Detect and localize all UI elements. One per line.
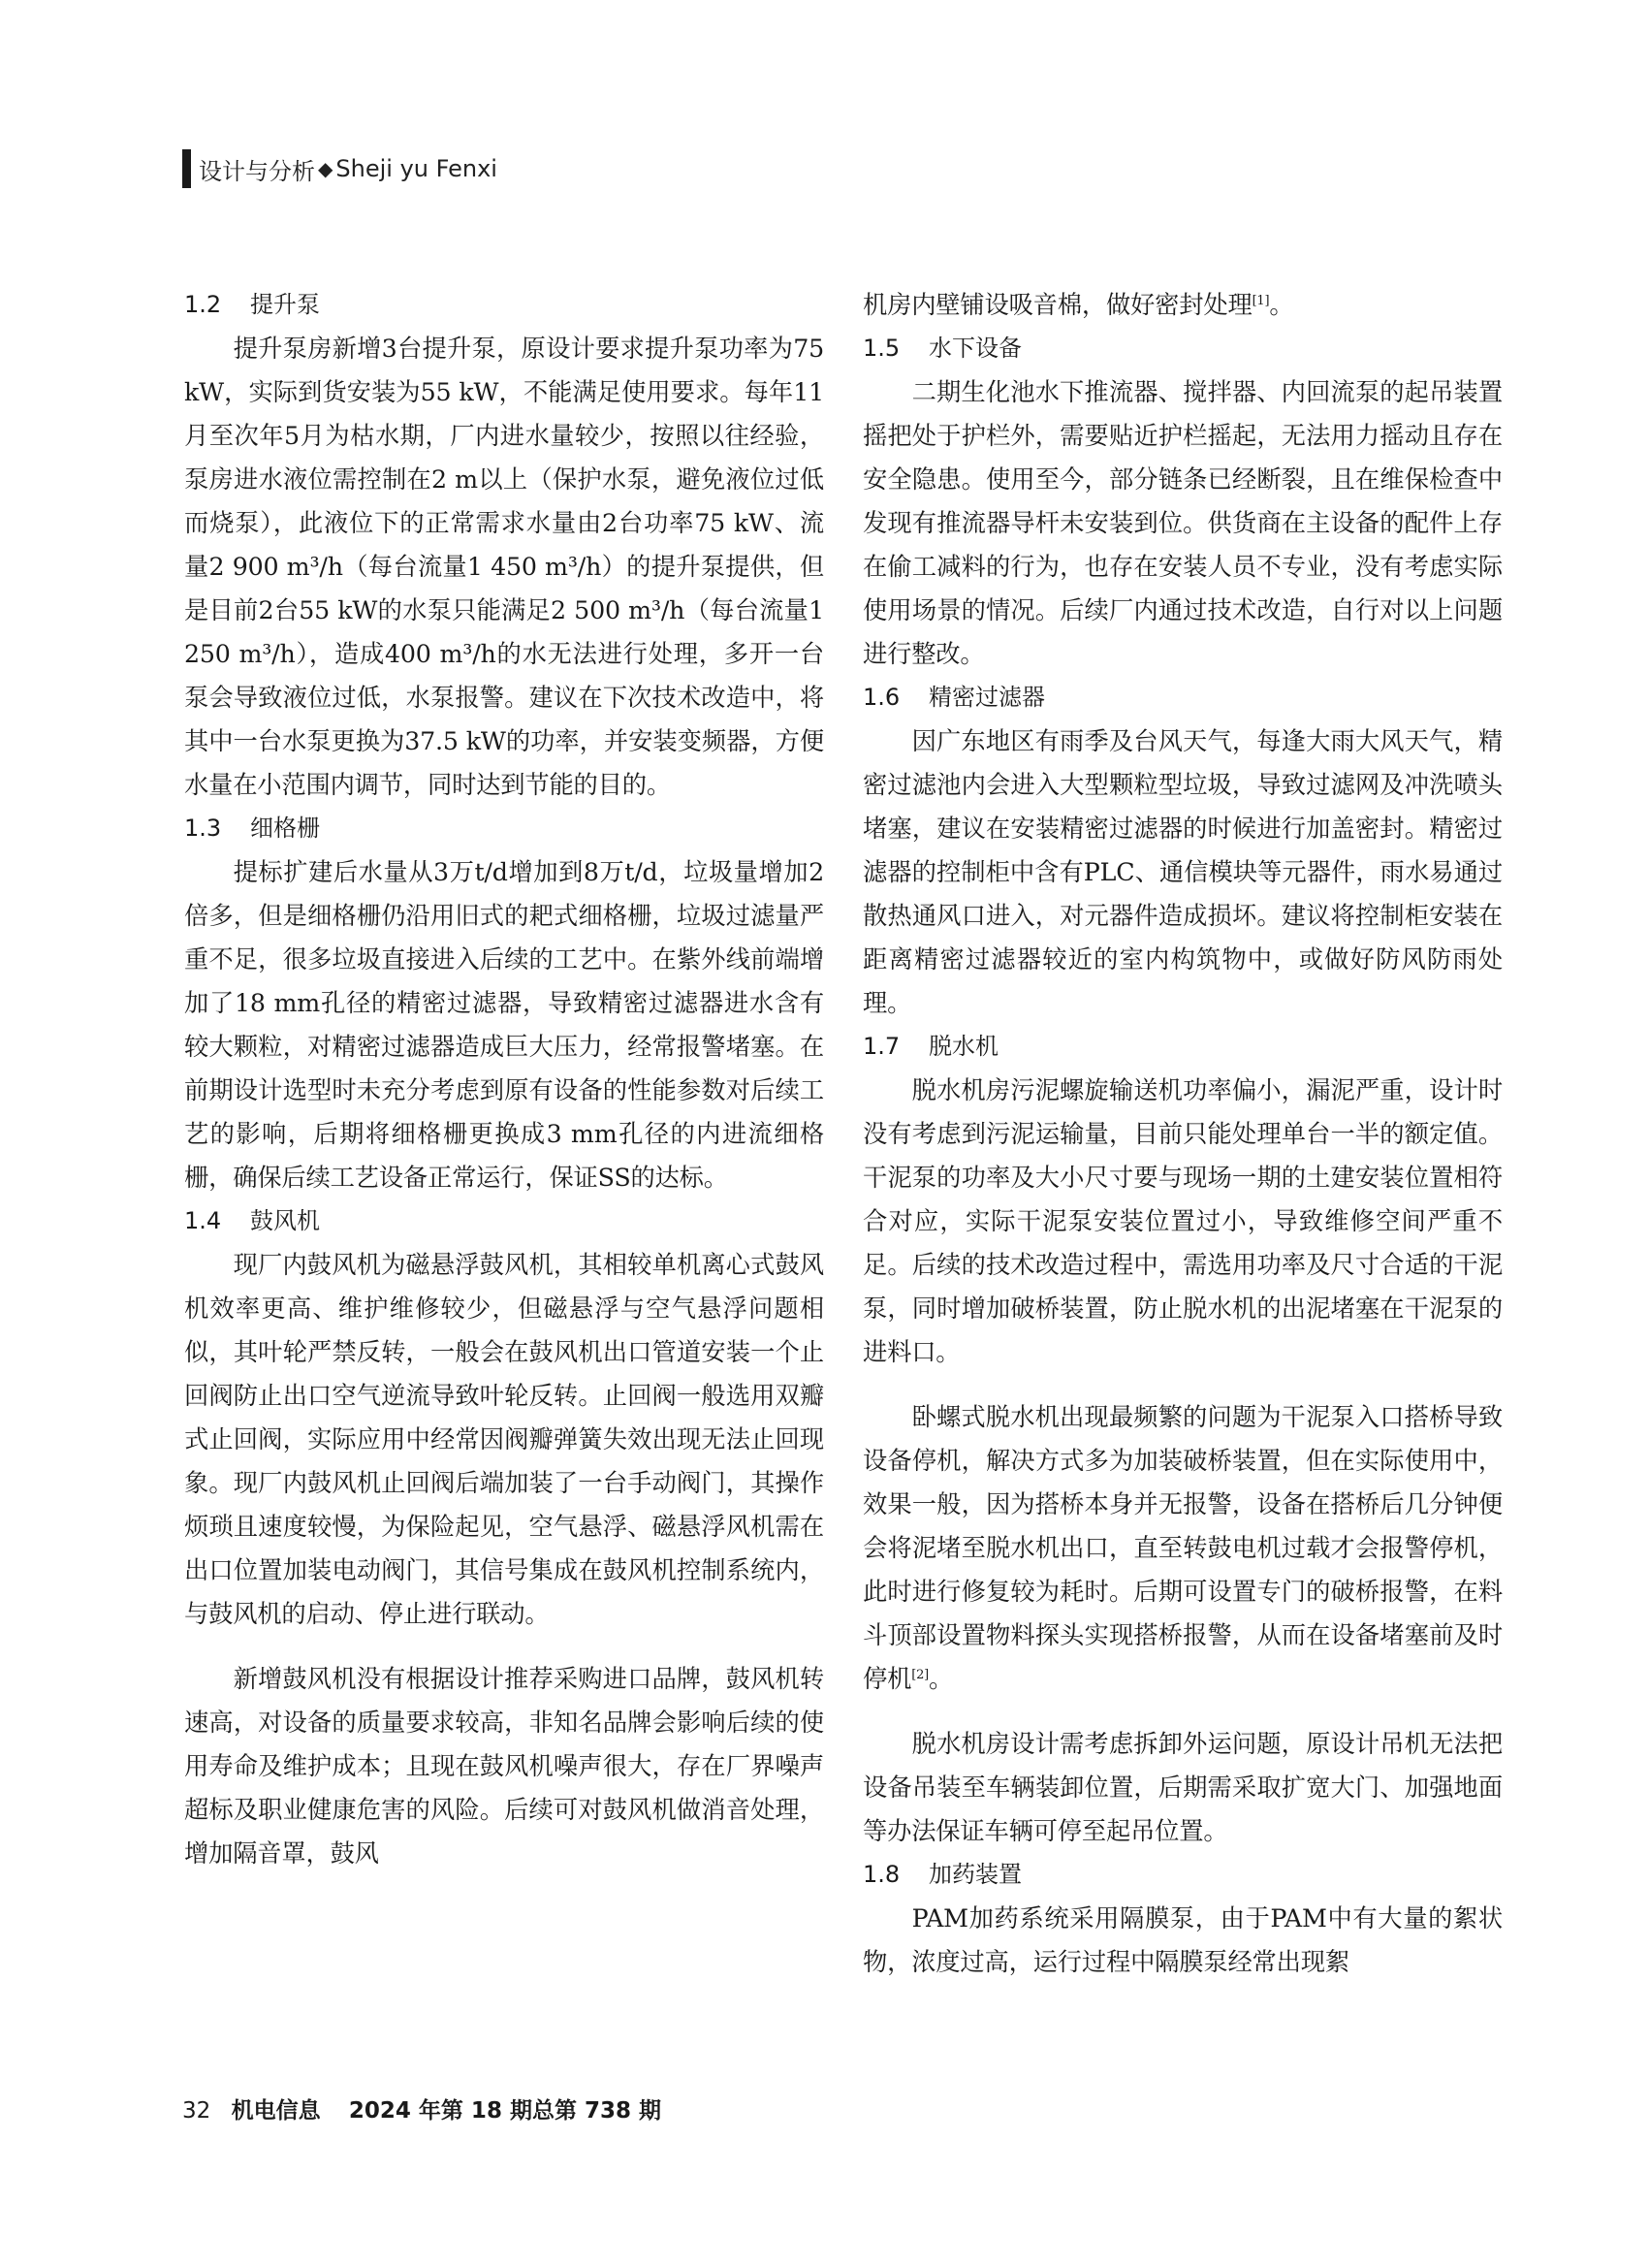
section-heading-1-7: 1.7 脱水机 — [863, 1033, 999, 1060]
section-heading-1-6: 1.6 精密过滤器 — [863, 684, 1045, 711]
paragraph-blower-2: 新增鼓风机没有根据设计推荐采购进口品牌，鼓风机转速高，对设备的质量要求较高，非知名品牌会影响后续的使用寿命及维护成本；且现在鼓风机噪声很大，存在厂界噪声超标及职业健康危害的风险。后续可对鼓风机做消音处理，增加隔音罩，鼓风 — [184, 1665, 824, 1868]
paragraph-dewatering-2: 卧螺式脱水机出现最频繁的问题为干泥泵入口搭桥导致设备停机，解决方式多为加装破桥装置，但在实际使用中，效果一般，因为搭桥本身并无报警，设备在搭桥后几分钟便会将泥堵至脱水机出口，直至转鼓电机过载才会报警停机，此时进行修复较为耗时。后期可设置专门的破桥报警，在料斗顶部设置物料探头实现搭桥报警，从而在设备堵塞前及时停机[2]。 — [863, 1403, 1503, 1693]
paragraph-underwater-equipment: 二期生化池水下推流器、搅拌器、内回流泵的起吊装置摇把处于护栏外，需要贴近护栏摇起，无法用力摇动且存在安全隐患。使用至今，部分链条已经断裂，且在维保检查中发现有推流器导杆未安装到位。供货商在主设备的配件上存在偷工减料的行为，也存在安装人员不专业，没有考虑实际使用场景的情况。后续厂内通过技术改造，自行对以上问题进行整改。 — [863, 378, 1503, 668]
paragraph-dewatering-1: 脱水机房污泥螺旋输送机功率偏小，漏泥严重，设计时没有考虑到污泥运输量，目前只能处理单台一半的额定值。干泥泵的功率及大小尺寸要与现场一期的土建安装位置相符合对应，实际干泥泵安装位置过小，导致维修空间严重不足。后续的技术改造过程中，需选用功率及尺寸合适的干泥泵，同时增加破桥装置，防止脱水机的出泥堵塞在干泥泵的进料口。 — [863, 1076, 1503, 1366]
journal-name: 机电信息 — [231, 2098, 321, 2124]
header-section-cn: 设计与分析 — [199, 157, 315, 185]
paragraph-lift-pump: 提升泵房新增3台提升泵，原设计要求提升泵功率为75 kW，实际到货安装为55 kW，不能满足使用要求。每年11月至次年5月为枯水期，厂内进水量较少，按照以往经验，泵房进水液位需控制在2 m以上（保护水泵，避免液位过低而烧泵），此液位下的正常需求水量由2台功率75 kW、流量2 900 m³/h（每台流量1 450 m³/h）的提升泵提供，但是目前2台55 kW的水泵只能满足2 500 m³/h（每台流量1 250 m³/h），造成400 m³/h的水无法进行处理，多开一台泵会导致液位过低，水泵报警。建议在下次技术改造中，将其中一台水泵更换为37.5 kW的功率，并安装变频器，方便水量在小范围内调节，同时达到节能的目的。 — [184, 335, 824, 799]
paragraph-dosing-device: PAM加药系统采用隔膜泵，由于PAM中有大量的絮状物，浓度过高，运行过程中隔膜泵经常出现絮 — [863, 1904, 1503, 1976]
paragraph-precision-filter: 因广东地区有雨季及台风天气，每逢大雨大风天气，精密过滤池内会进入大型颗粒型垃圾，导致过滤网及冲洗喷头堵塞，建议在安装精密过滤器的时候进行加盖密封。精密过滤器的控制柜中含有PLC、通信模块等元器件，雨水易通过散热通风口进入，对元器件造成损坏。建议将控制柜安装在距离精密过滤器较近的室内构筑物中，或做好防风防雨处理。 — [863, 727, 1503, 1017]
header-bar — [182, 149, 191, 188]
section-heading-1-4: 1.4 鼓风机 — [184, 1207, 320, 1234]
section-heading-1-5: 1.5 水下设备 — [863, 335, 1022, 362]
paragraph-fine-screen: 提标扩建后水量从3万t/d增加到8万t/d，垃圾量增加2倍多，但是细格栅仍沿用旧式的耙式细格栅，垃圾过滤量严重不足，很多垃圾直接进入后续的工艺中。在紫外线前端增加了18 mm孔径的精密过滤器，导致精密过滤器进水含有较大颗粒，对精密过滤器造成巨大压力，经常报警堵塞。在前期设计选型时未充分考虑到原有设备的性能参数对后续工艺的影响，后期将细格栅更换成3 mm孔径的内进流细格栅，确保后续工艺设备正常运行，保证SS的达标。 — [184, 858, 824, 1192]
page-number: 32 — [182, 2098, 211, 2124]
paragraph-blower-1: 现厂内鼓风机为磁悬浮鼓风机，其相较单机离心式鼓风机效率更高、维护维修较少，但磁悬浮与空气悬浮问题相似，其叶轮严禁反转，一般会在鼓风机出口管道安装一个止回阀防止出口空气逆流导致叶轮反转。止回阀一般选用双瓣式止回阀，实际应用中经常因阀瓣弹簧失效出现无法止回现象。现厂内鼓风机止回阀后端加装了一台手动阀门，其操作烦琐且速度较慢，为保险起见，空气悬浮、磁悬浮风机需在出口位置加装电动阀门，其信号集成在鼓风机控制系统内，与鼓风机的启动、停止进行联动。 — [184, 1251, 824, 1628]
citation-2: [2] — [911, 1668, 930, 1682]
paragraph-blower-continued: 机房内壁铺设吸音棉，做好密封处理[1]。 — [863, 291, 1294, 319]
header-section-pinyin: Sheji yu Fenxi — [335, 155, 497, 182]
citation-1: [1] — [1252, 294, 1270, 308]
section-heading-1-2: 1.2 提升泵 — [184, 291, 320, 318]
section-heading-1-8: 1.8 加药装置 — [863, 1861, 1022, 1888]
left-column — [184, 283, 824, 1875]
paragraph-dewatering-3: 脱水机房设计需考虑拆卸外运问题，原设计吊机无法把设备吊装至车辆装卸位置，后期需采取扩宽大门、加强地面等办法保证车辆可停至起吊位置。 — [863, 1730, 1503, 1845]
header-diamond-icon: ◆ — [318, 157, 333, 180]
right-column — [863, 283, 1503, 1984]
section-heading-1-3: 1.3 细格栅 — [184, 815, 320, 842]
running-header — [182, 147, 497, 190]
issue-info: 2024 年第 18 期总第 738 期 — [348, 2098, 661, 2124]
page-footer — [182, 2092, 661, 2124]
